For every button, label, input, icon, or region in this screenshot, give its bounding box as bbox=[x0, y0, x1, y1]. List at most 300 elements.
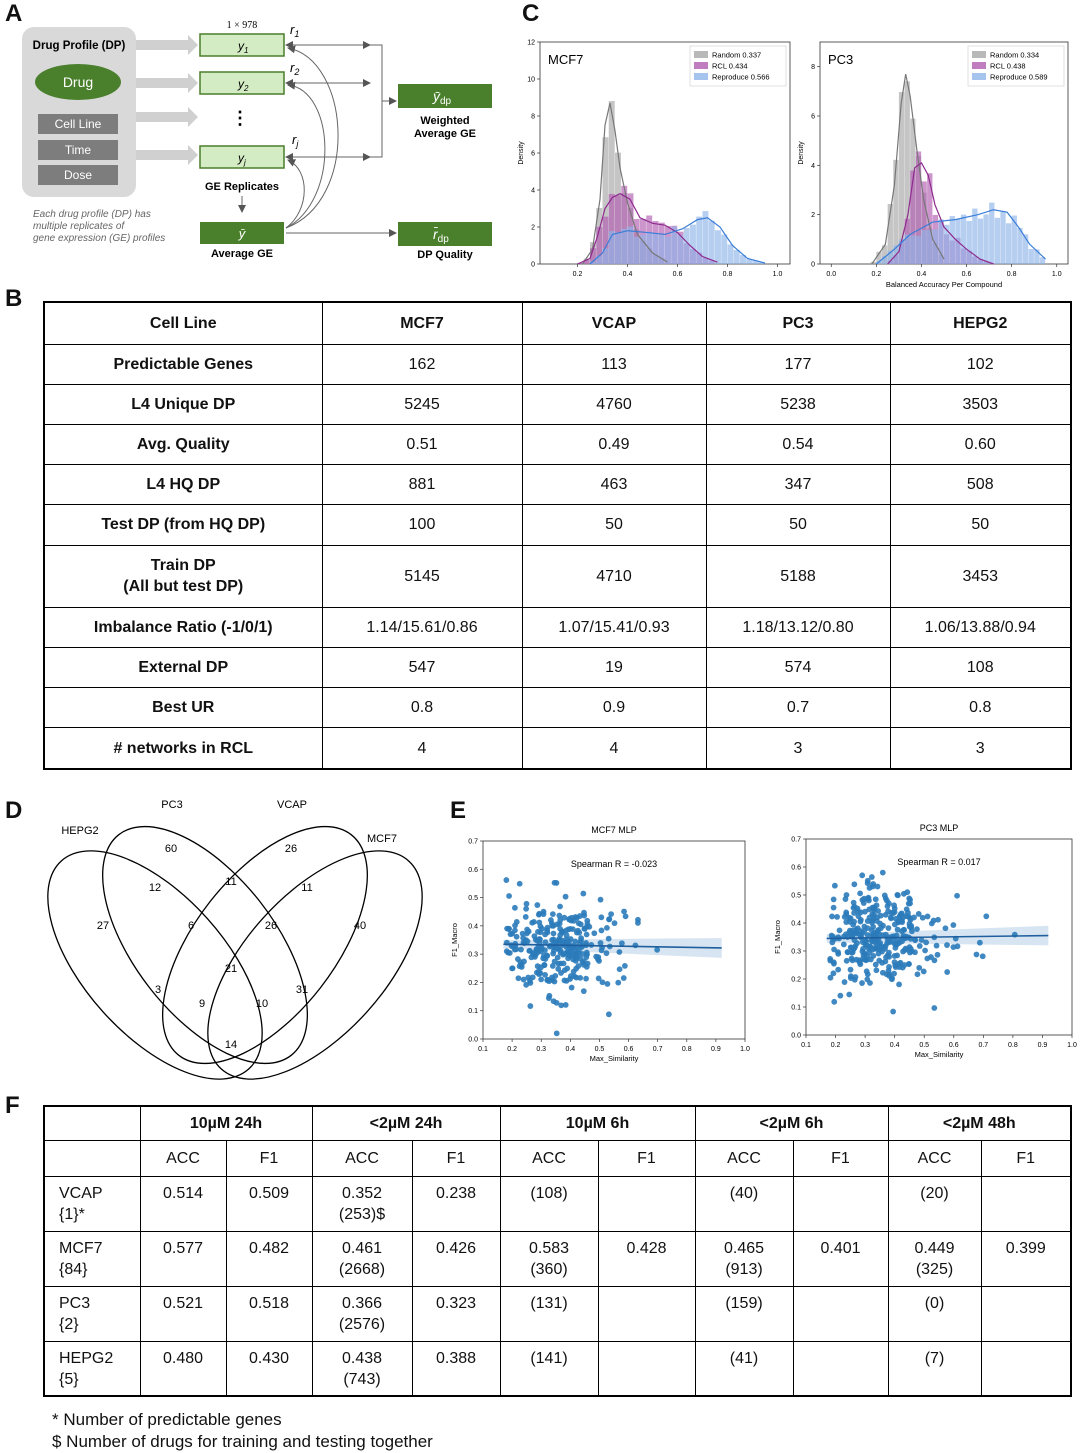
x-tick-label: 0.6 bbox=[961, 271, 972, 278]
legend-swatch bbox=[694, 73, 708, 80]
scatter-point bbox=[859, 897, 865, 903]
spearman-annotation: Spearman R = 0.017 bbox=[897, 857, 981, 867]
cell-line: (2576) bbox=[338, 1315, 386, 1333]
histogram-bar bbox=[678, 235, 684, 264]
y-tick-label: 0.7 bbox=[791, 836, 801, 844]
scatter-point bbox=[835, 949, 841, 955]
histogram-bar bbox=[978, 219, 983, 264]
cell-line: 0.438 bbox=[341, 1349, 383, 1367]
scatter-point bbox=[519, 964, 525, 970]
scatter-point bbox=[934, 943, 940, 949]
cell bbox=[695, 1176, 793, 1231]
scatter-point bbox=[915, 971, 921, 977]
scatter-point bbox=[925, 914, 931, 920]
scatter-point bbox=[950, 922, 956, 928]
cell-line: (40) bbox=[729, 1184, 759, 1202]
cell: 5188 bbox=[706, 545, 890, 607]
scatter-point bbox=[654, 947, 660, 953]
histogram-bar bbox=[634, 237, 640, 264]
cell-line: 0.401 bbox=[820, 1239, 861, 1257]
cell: 4710 bbox=[522, 545, 706, 607]
replicate-yj: $y_j$ bbox=[238, 151, 246, 167]
scatter-point bbox=[621, 975, 627, 981]
dp-title: Drug Profile (DP) bbox=[32, 40, 126, 52]
scatter-point bbox=[580, 891, 586, 897]
legend-entry: RCL 0.438 bbox=[990, 61, 1026, 71]
scatter-point bbox=[531, 919, 537, 925]
row-label-sub: {84} bbox=[59, 1260, 88, 1278]
histogram-bar bbox=[690, 225, 696, 264]
histogram-bar bbox=[709, 221, 715, 264]
panel-c-charts bbox=[515, 28, 1080, 290]
scatter-point bbox=[549, 975, 555, 981]
scatter-point bbox=[835, 934, 841, 940]
cell bbox=[140, 1286, 226, 1341]
scatter-point bbox=[831, 999, 837, 1005]
scatter-point bbox=[955, 943, 961, 949]
scatter-point bbox=[891, 971, 897, 977]
legend-swatch bbox=[694, 51, 708, 58]
chart-title: PC3 bbox=[828, 52, 854, 67]
cell: 0.8 bbox=[322, 688, 522, 728]
x-tick-label: 0.6 bbox=[623, 1046, 634, 1053]
time-label: Time bbox=[64, 143, 92, 157]
scatter-point bbox=[517, 959, 523, 965]
cell-line: 0.428 bbox=[626, 1239, 667, 1257]
cell-line-label: Cell Line bbox=[54, 117, 102, 131]
cell-line: 0.583 bbox=[528, 1239, 570, 1257]
gray-arrows bbox=[136, 35, 198, 165]
scatter-point bbox=[931, 918, 937, 924]
scatter-point bbox=[861, 924, 867, 930]
scatter-point bbox=[873, 946, 879, 952]
scatter-point bbox=[598, 897, 604, 903]
cell: 0.49 bbox=[522, 424, 706, 464]
row-label-line-2: (All but test DP) bbox=[123, 578, 244, 596]
legend-swatch bbox=[972, 62, 986, 69]
scatter-point bbox=[980, 953, 986, 959]
table-row bbox=[44, 607, 1071, 647]
scatter-point bbox=[866, 907, 872, 913]
y-tick-label: 0.1 bbox=[468, 1008, 478, 1016]
scatter-point bbox=[635, 920, 641, 926]
x-tick-label: 0.2 bbox=[830, 1042, 841, 1049]
x-tick-label: 0.1 bbox=[478, 1046, 488, 1053]
x-tick-label: 0.3 bbox=[860, 1042, 870, 1049]
x-tick-label: 0.5 bbox=[919, 1042, 930, 1049]
scatter-point bbox=[865, 896, 871, 902]
scatter-point bbox=[514, 934, 520, 940]
metric-header: ACC bbox=[695, 1140, 793, 1176]
scatter-point bbox=[554, 1030, 560, 1036]
scatter-point bbox=[555, 966, 561, 972]
scatter-point bbox=[906, 901, 912, 907]
x-tick-label: 0.1 bbox=[801, 1042, 811, 1049]
row-label-sub: {1}* bbox=[59, 1205, 85, 1223]
scatter-point bbox=[552, 880, 558, 886]
histogram-bar bbox=[721, 235, 727, 264]
scatter-point bbox=[584, 932, 590, 938]
cell: 113 bbox=[522, 344, 706, 384]
row-label: # networks in RCL bbox=[44, 728, 322, 769]
scatter-point bbox=[907, 924, 913, 930]
scatter-point bbox=[563, 894, 569, 900]
y-axis-label: F1_Macro bbox=[450, 923, 459, 957]
venn-ellipse-vcap bbox=[124, 792, 407, 1090]
cell: 0.8 bbox=[890, 688, 1071, 728]
cell bbox=[412, 1286, 500, 1341]
dp-quality-label: DP Quality bbox=[417, 249, 473, 261]
cell: 50 bbox=[890, 505, 1071, 545]
scatter-point bbox=[901, 891, 907, 897]
cell bbox=[888, 1341, 981, 1396]
x-tick-label: 0.2 bbox=[572, 271, 583, 278]
scatter-point bbox=[538, 964, 544, 970]
cell: 50 bbox=[522, 505, 706, 545]
scatter-point bbox=[623, 913, 629, 919]
metric-header: ACC bbox=[500, 1140, 598, 1176]
cell: 108 bbox=[890, 647, 1071, 687]
condition-header: 10µM 6h bbox=[500, 1106, 695, 1140]
weighted-label-2: Average GE bbox=[414, 128, 476, 140]
scatter-point bbox=[583, 954, 589, 960]
scatter-point bbox=[924, 956, 930, 962]
x-tick-label: 0.4 bbox=[565, 1046, 576, 1053]
cell: 347 bbox=[706, 465, 890, 505]
condition-header: 10µM 24h bbox=[140, 1106, 312, 1140]
scatter-point bbox=[859, 872, 865, 878]
cell-line: (159) bbox=[725, 1294, 763, 1312]
cell-line: 0.577 bbox=[162, 1239, 204, 1257]
row-label bbox=[44, 1286, 140, 1341]
scatter-point bbox=[596, 976, 602, 982]
cell: 4 bbox=[522, 728, 706, 769]
histogram-chart-mcf7 bbox=[518, 40, 790, 279]
table-b-header: VCAP bbox=[522, 302, 706, 344]
y-tick-label: 0.2 bbox=[468, 979, 478, 987]
scatter-point bbox=[581, 988, 587, 994]
scatter-point bbox=[549, 920, 555, 926]
row-label: L4 HQ DP bbox=[44, 465, 322, 505]
scatter-point bbox=[944, 942, 950, 948]
scatter-point bbox=[534, 902, 540, 908]
x-tick-label: 0.8 bbox=[722, 271, 733, 278]
y-tick-label: 0.1 bbox=[791, 1004, 801, 1012]
scatter-point bbox=[524, 901, 530, 907]
scatter-point bbox=[517, 881, 523, 887]
x-tick-label: 0.2 bbox=[871, 271, 882, 278]
weighted-average-symbol: $ȳ_{dp}$ bbox=[433, 88, 452, 107]
scatter-point bbox=[898, 960, 904, 966]
scatter-point bbox=[890, 1009, 896, 1015]
scatter-chart-0 bbox=[450, 825, 750, 1063]
cell bbox=[793, 1176, 888, 1231]
cell bbox=[598, 1176, 695, 1231]
cell: 1.07/15.41/0.93 bbox=[522, 607, 706, 647]
scatter-point bbox=[844, 958, 850, 964]
scatter-point bbox=[504, 926, 510, 932]
x-tick-label: 0.3 bbox=[536, 1046, 547, 1053]
scatter-point bbox=[556, 913, 562, 919]
cell-line: 0.430 bbox=[248, 1349, 290, 1367]
scatter-point bbox=[512, 905, 518, 911]
cell bbox=[412, 1341, 500, 1396]
scatter-point bbox=[606, 1011, 612, 1017]
histogram-bar bbox=[921, 230, 926, 264]
scatter-point bbox=[860, 956, 866, 962]
table-row bbox=[44, 465, 1071, 505]
cell-line: (325) bbox=[915, 1260, 954, 1278]
scatter-point bbox=[874, 967, 880, 973]
venn-count: 60 bbox=[164, 843, 178, 855]
scatter-point bbox=[853, 957, 859, 963]
scatter-point bbox=[884, 940, 890, 946]
cell bbox=[695, 1341, 793, 1396]
row-label: External DP bbox=[44, 647, 322, 687]
scatter-point bbox=[598, 914, 604, 920]
condition-header: <2µM 24h bbox=[312, 1106, 500, 1140]
scatter-point bbox=[562, 967, 568, 973]
scatter-point bbox=[864, 942, 870, 948]
scatter-point bbox=[869, 911, 875, 917]
panel-letter-e: E bbox=[450, 797, 467, 824]
scatter-point bbox=[916, 965, 922, 971]
panel-letter-d: D bbox=[5, 797, 23, 824]
row-label-sub: {2} bbox=[59, 1315, 79, 1333]
scatter-point bbox=[835, 967, 841, 973]
histogram-bar bbox=[734, 250, 740, 264]
condition-header: <2µM 6h bbox=[695, 1106, 888, 1140]
scatter-point bbox=[617, 949, 623, 955]
scatter-point bbox=[858, 917, 864, 923]
venn-count: 6 bbox=[187, 920, 195, 932]
scatter-point bbox=[523, 914, 529, 920]
cell bbox=[226, 1176, 312, 1231]
scatter-point bbox=[506, 893, 512, 899]
scatter-point bbox=[591, 930, 597, 936]
scatter-point bbox=[837, 927, 843, 933]
panel-letter-f: F bbox=[5, 1092, 20, 1119]
cell bbox=[412, 1231, 500, 1286]
cell: 574 bbox=[706, 647, 890, 687]
venn-diagram bbox=[40, 790, 440, 1090]
scatter-point bbox=[549, 937, 555, 943]
legend-entry: Reproduce 0.589 bbox=[990, 72, 1048, 82]
x-tick-label: 0.2 bbox=[507, 1046, 517, 1053]
scatter-point bbox=[904, 906, 910, 912]
table-row bbox=[44, 505, 1071, 545]
x-tick-label: 0.9 bbox=[1037, 1042, 1048, 1049]
scatter-point bbox=[920, 915, 926, 921]
x-tick-label: 0.0 bbox=[826, 271, 837, 278]
cell bbox=[598, 1231, 695, 1286]
cell-line: (2668) bbox=[338, 1260, 386, 1278]
cell bbox=[598, 1286, 695, 1341]
histogram-bar bbox=[995, 218, 1000, 264]
scatter-point bbox=[977, 940, 983, 946]
scatter-point bbox=[526, 948, 532, 954]
venn-ellipse-pc3 bbox=[64, 792, 347, 1090]
y-tick-label: 4 bbox=[531, 187, 535, 195]
cell-line: 0.518 bbox=[248, 1294, 290, 1312]
vertical-dots: ⋮ bbox=[231, 108, 249, 128]
spearman-annotation: Spearman R = -0.023 bbox=[570, 859, 658, 869]
scatter-point bbox=[879, 944, 885, 950]
scatter-point bbox=[535, 947, 541, 953]
scatter-point bbox=[578, 938, 584, 944]
venn-count: 14 bbox=[224, 1039, 238, 1051]
table-b-header: HEPG2 bbox=[890, 302, 1071, 344]
x-axis-label: Max_Similarity bbox=[914, 1050, 964, 1059]
table-row bbox=[44, 384, 1071, 424]
scatter-point bbox=[617, 966, 623, 972]
cell bbox=[312, 1286, 412, 1341]
venn-count: 11 bbox=[301, 882, 313, 894]
cell: 0.7 bbox=[706, 688, 890, 728]
average-ge-label: Average GE bbox=[211, 248, 273, 260]
y-axis-label: F1_Macro bbox=[773, 920, 782, 954]
scatter-point bbox=[877, 921, 883, 927]
scatter-point bbox=[536, 920, 542, 926]
histogram-bar bbox=[615, 232, 621, 264]
scatter-point bbox=[954, 893, 960, 899]
scatter-point bbox=[908, 917, 914, 923]
y-tick-label: 0.0 bbox=[468, 1036, 478, 1044]
scatter-point bbox=[563, 1002, 569, 1008]
cell: 100 bbox=[322, 505, 522, 545]
scatter-point bbox=[900, 914, 906, 920]
scatter-point bbox=[917, 943, 923, 949]
table-row bbox=[44, 344, 1071, 384]
table-row bbox=[44, 688, 1071, 728]
cell: 547 bbox=[322, 647, 522, 687]
scatter-point bbox=[886, 900, 892, 906]
scatter-point bbox=[557, 921, 563, 927]
y-tick-label: 0.4 bbox=[791, 920, 801, 928]
histogram-bar bbox=[628, 226, 634, 264]
scatter-point bbox=[524, 931, 530, 937]
cell-line: (41) bbox=[729, 1349, 759, 1367]
venn-label-vcap: VCAP bbox=[277, 799, 307, 811]
scatter-point bbox=[563, 928, 569, 934]
row-label-name: VCAP bbox=[59, 1184, 103, 1202]
histogram-bar bbox=[1029, 249, 1034, 264]
scatter-point bbox=[846, 992, 852, 998]
scatter-point bbox=[541, 911, 547, 917]
x-tick-label: 0.5 bbox=[594, 1046, 605, 1053]
cell-line: (743) bbox=[343, 1370, 381, 1388]
scatter-point bbox=[551, 931, 557, 937]
scatter-point bbox=[581, 910, 587, 916]
row-label bbox=[44, 1231, 140, 1286]
cell-line: (7) bbox=[924, 1349, 945, 1367]
row-label-sub: {5} bbox=[59, 1370, 79, 1388]
scatter-point bbox=[983, 913, 989, 919]
row-label: Test DP (from HQ DP) bbox=[44, 505, 322, 545]
cell: 5238 bbox=[706, 384, 890, 424]
scatter-point bbox=[612, 920, 618, 926]
scatter-point bbox=[864, 977, 870, 983]
cell-line: 0.449 bbox=[914, 1239, 955, 1257]
cell: 881 bbox=[322, 465, 522, 505]
cell bbox=[412, 1176, 500, 1231]
cell-line: 0.352 bbox=[341, 1184, 383, 1202]
scatter-point bbox=[505, 950, 511, 956]
scatter-point bbox=[931, 1005, 937, 1011]
scatter-point bbox=[883, 959, 889, 965]
x-axis-label: Max_Similarity bbox=[589, 1054, 639, 1063]
y-tick-label: 0.4 bbox=[468, 923, 478, 931]
row-label-line-1: Train DP bbox=[150, 557, 216, 575]
cell: 0.51 bbox=[322, 424, 522, 464]
y-tick-label: 8 bbox=[531, 113, 535, 121]
cell: 463 bbox=[522, 465, 706, 505]
cell: 5145 bbox=[322, 545, 522, 607]
scatter-point bbox=[538, 976, 544, 982]
histogram-chart-pc3 bbox=[798, 42, 1068, 289]
cell: 3503 bbox=[890, 384, 1071, 424]
y-tick-label: 12 bbox=[527, 39, 535, 47]
scatter-point bbox=[606, 936, 612, 942]
scatter-point bbox=[901, 927, 907, 933]
table-f-condition-row bbox=[44, 1106, 1071, 1140]
cell: 3 bbox=[890, 728, 1071, 769]
cell bbox=[793, 1231, 888, 1286]
y-tick-label: 0.0 bbox=[791, 1032, 801, 1040]
scatter-point bbox=[527, 1003, 533, 1009]
cell-line: 0.238 bbox=[435, 1184, 477, 1202]
table-b-header: MCF7 bbox=[322, 302, 522, 344]
scatter-point bbox=[550, 951, 556, 957]
scatter-point bbox=[892, 953, 898, 959]
note-line-1: Each drug profile (DP) has bbox=[33, 209, 151, 220]
scatter-point bbox=[521, 977, 527, 983]
scatter-point bbox=[523, 906, 529, 912]
scatter-point bbox=[619, 940, 625, 946]
cell-line: 0.514 bbox=[162, 1184, 204, 1202]
y-tick-label: 0.2 bbox=[791, 976, 801, 984]
cell: 50 bbox=[706, 505, 890, 545]
cell-line: 0.509 bbox=[248, 1184, 290, 1202]
cell-line: 0.461 bbox=[341, 1239, 383, 1257]
cell: 177 bbox=[706, 344, 890, 384]
venn-label-mcf7: MCF7 bbox=[367, 833, 397, 845]
scatter-point bbox=[527, 980, 533, 986]
x-tick-label: 0.8 bbox=[1008, 1042, 1018, 1049]
panel-letter-b: B bbox=[5, 285, 23, 312]
scatter-point bbox=[864, 968, 870, 974]
panel-e-charts bbox=[440, 815, 1080, 1070]
scatter-point bbox=[837, 993, 843, 999]
ge-replicates-label: GE Replicates bbox=[205, 181, 279, 193]
cell bbox=[981, 1231, 1071, 1286]
y-tick-label: 0.5 bbox=[791, 892, 801, 900]
chart-title: MCF7 MLP bbox=[591, 825, 637, 835]
cell bbox=[695, 1231, 793, 1286]
y-axis-label: Density bbox=[798, 141, 805, 165]
scatter-point bbox=[874, 914, 880, 920]
scatter-point bbox=[509, 965, 515, 971]
scatter-point bbox=[860, 948, 866, 954]
histogram-bar bbox=[950, 216, 955, 264]
scatter-point bbox=[896, 940, 902, 946]
cell: 3453 bbox=[890, 545, 1071, 607]
cell-line: (20) bbox=[920, 1184, 949, 1202]
scatter-point bbox=[595, 954, 601, 960]
row-label: L4 Unique DP bbox=[44, 384, 322, 424]
scatter-point bbox=[569, 985, 575, 991]
histogram-bar bbox=[728, 244, 734, 264]
